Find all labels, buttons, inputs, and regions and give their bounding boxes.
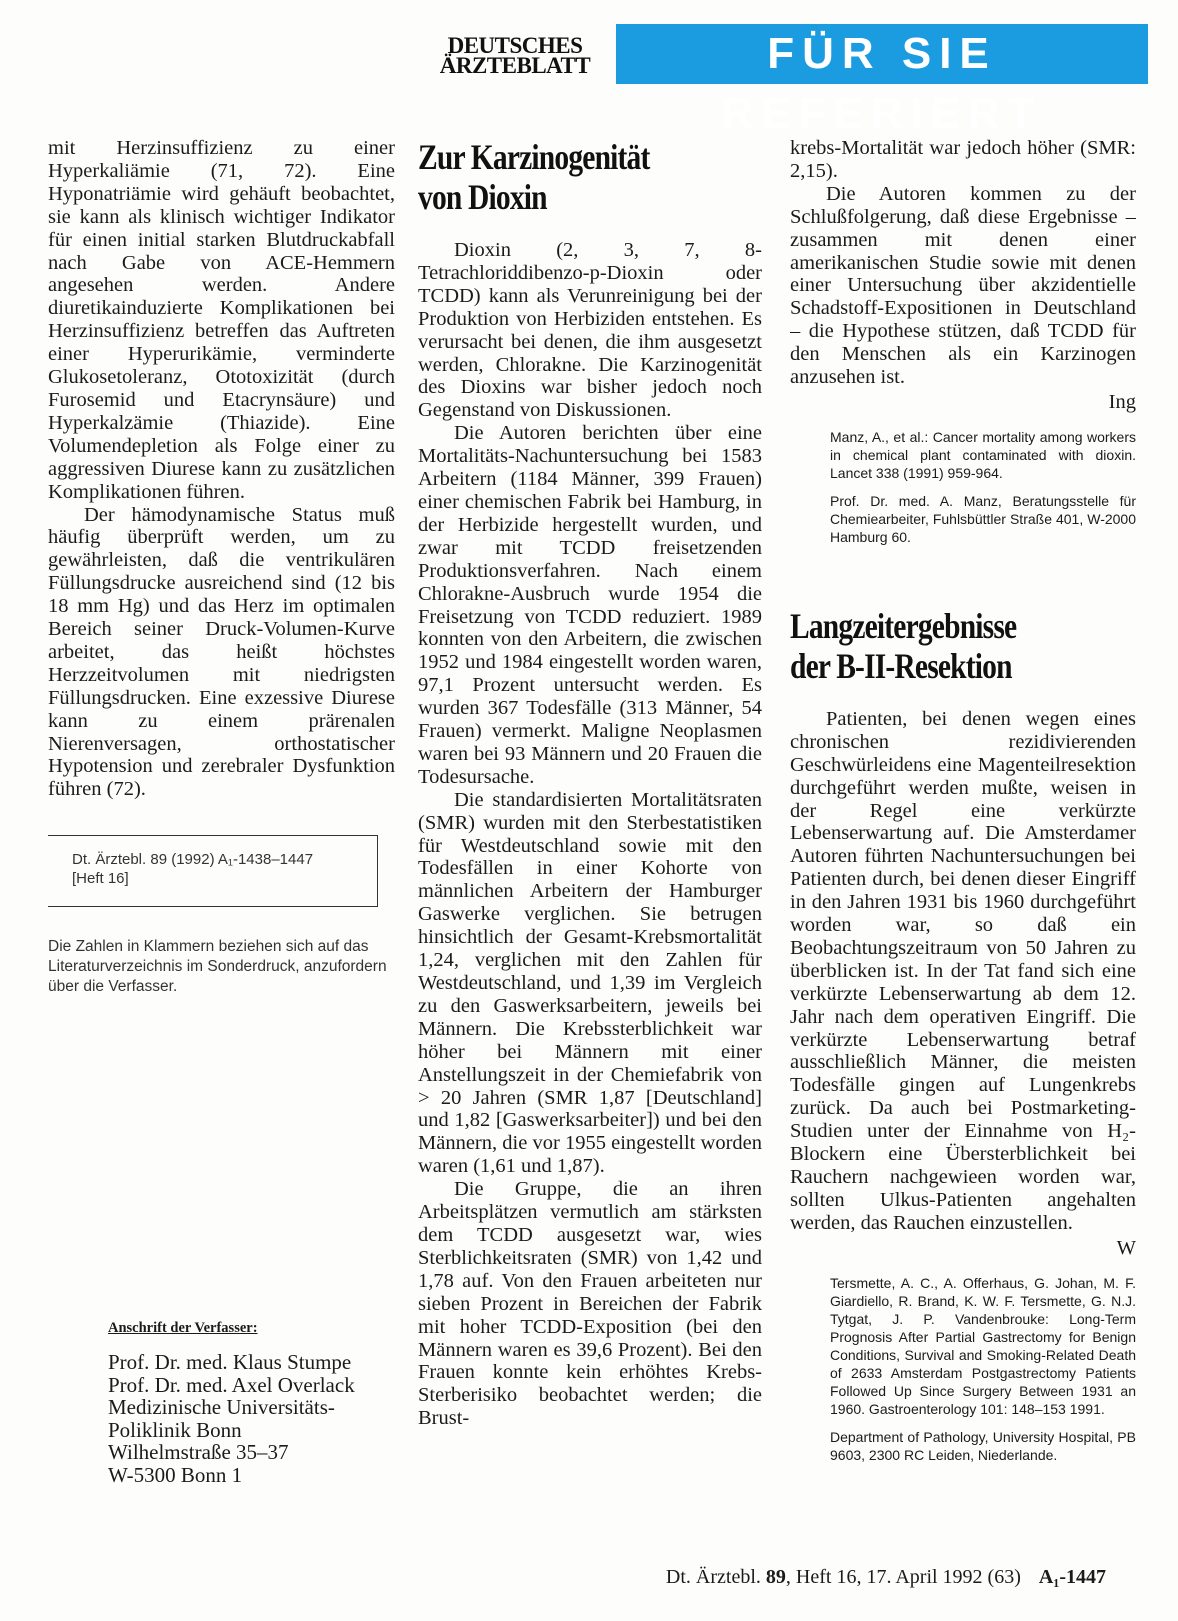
citation-box xyxy=(48,835,378,907)
title-line: von Dioxin xyxy=(418,177,547,217)
author-initials: Ing xyxy=(1108,390,1136,413)
body-paragraph: Die Gruppe, die an ihren Arbeitsplätzen vermutlich am stärksten dem TCDD ausgesetzt war, wies Sterblichkeitsraten (SMR) von 1,42 und 1,78 auf. Von den Frauen arbeiteten nur sieben Prozent in Bereichen der Fabrik mit hoher TCDD-Exposition (bei den Männern waren es 39,6 Prozent). Bei den Frauen konnte kein erhöhtes Krebs-Sterberisiko beobachtet werden; die Brust- xyxy=(418,1178,762,1430)
contact-address: Prof. Dr. med. A. Manz, Beratungsstelle für Chemiearbeiter, Fuhlsbüttler Straße 401, W-2000 Hamburg 60. xyxy=(830,492,1136,545)
author-initials: W xyxy=(1116,1236,1136,1259)
address-line: Prof. Dr. med. Klaus Stumpe xyxy=(108,1350,352,1374)
footer-volume: 89 xyxy=(765,1566,786,1588)
contact-address: Department of Pathology, University Hospital, PB 9603, 2300 RC Leiden, Niederlande. xyxy=(830,1428,1136,1463)
address-label: Anschrift der Verfasser: xyxy=(108,1320,258,1336)
column-3 xyxy=(790,137,1136,1551)
address-line: W-5300 Bonn 1 xyxy=(108,1462,243,1487)
article-title-resection xyxy=(790,606,1074,686)
body-paragraph: Der hämodynamische Status muß häufig überprüft werden, um zu gewährleisten, daß die ventrikulären Füllungsdrucke ausreichend sind (12 bis 18 mm Hg) und das Herz im optimalen Bereich seiner Druck-Volumen-Kurve arbeitet, das heißt höchstes Herzzeitvolumen mit niedrigsten Füllungsdrucken. Eine exzessive Diurese kann zu einem prärenalen Nierenversagen, orthostatischer Hypotension und zerebraler Dysfunktion führen (72). xyxy=(48,503,395,801)
title-line: der B-II-Resektion xyxy=(790,645,1012,686)
address-line: Wilhelmstraße 35–37 xyxy=(108,1440,289,1464)
column-2 xyxy=(418,137,762,1551)
body-paragraph: mit Herzinsuffizienz zu einer Hyperkaliämie (71, 72). Eine Hyponatriämie wird gehäuft beobachtet, sie kann als klinisch wichtiger Indikator für einen initial starken Blutdruckabfall nach Gabe von ACE-Hemmern angesehen werden. Andere diuretikainduzierte Komplikationen bei Herzinsuffizienz betreffen das Auftreten einer Hyperurikämie, verminderte Glukosetoleranz, Ototoxizität (durch Furosemid und Etacrynsäure) und Hyperkalzämie (Thiazide). Eine Volumendepletion als Folge einer zu aggressiven Diurese kann zu zusätzlichen Komplikationen führen. xyxy=(48,137,395,503)
body-paragraph: Die standardisierten Mortalitätsraten (SMR) wurden mit den Sterbestatistiken für Westdeutschland sowie mit den Todesfällen in einer Kohorte von männlichen Arbeitern der Hamburger Gaswerke verglichen. Sie betrugen hinsichtlich der Gesamt-Krebsmortalität 1,24, verglichen mit den Zahlen für Westdeutschland, und 1,39 im Vergleich zu den Gaswerksarbeitern, jeweils bei Männern. Die Krebssterblichkeit war höher bei Männern mit einer Anstellungszeit in der Chemiefabrik von > 20 Jahren (SMR 1,87 [Deutschland] und 1,82 [Gaswerksarbeiter]) und bei den Männern, die vor 1955 eingestellt worden waren (1,61 und 1,87). xyxy=(418,788,762,1178)
page-footer xyxy=(666,1566,1106,1589)
body-paragraph: Patienten, bei denen wegen eines chronischen rezidivierenden Geschwürleidens eine Magenteilresektion durchgeführt werden mußte, weisen in der Regel eine verkürzte Lebenserwartung auf. Die Amsterdamer Autoren führten Nachuntersuchungen bei Patienten durch, bei denen dieser Eingriff in den Jahren 1931 bis 1960 durchgeführt worden war, so daß ein Beobachtungszeitraum von 50 Jahren zu überblicken ist. In der Tat fand sich eine verkürzte Lebenserwartung ab dem 12. Jahr nach dem operativen Eingriff. Die verkürzte Lebenserwartung betraf ausschließlich Männer, die meisten Todesfälle gingen auf Lungenkrebs zurück. Da auch bei Postmarketing-Studien unter der Einnahme von H₂-Blockern eine Übersterblichkeit bei Rauchern nachgewieen worden war, sollten Ulkus-Patienten angehalten werden, das Rauchen einzustellen. xyxy=(790,707,1136,1234)
logo-line-1: DEUTSCHES xyxy=(447,33,583,58)
citation-line: [Heft 16] xyxy=(72,870,129,888)
footer-page-number: A₁-1447 xyxy=(1038,1566,1106,1588)
body-paragraph: Dioxin (2, 3, 7, 8-Tetrachloriddibenzo-p-Dioxin oder TCDD) kann als Verunreinigung bei der Produktion von Herbiziden entstehen. Es verursacht bei denen, die ihm ausgesetzt werden, Chlorakne. Die Karzinogenität des Dioxins war bisher jedoch noch Gegenstand von Diskussionen. xyxy=(418,239,762,422)
citation-line: Dt. Ärztebl. 89 (1992) A₁-1438–1447 xyxy=(72,851,314,869)
address-line: Medizinische Universitäts- xyxy=(108,1395,335,1419)
article-title-dioxin xyxy=(418,137,700,217)
masthead xyxy=(420,24,1148,138)
title-line: Zur Karzinogenität xyxy=(418,137,650,177)
footer-journal: Dt. Ärztebl. xyxy=(665,1566,761,1588)
address-line: Prof. Dr. med. Axel Overlack xyxy=(108,1372,355,1397)
author-address xyxy=(108,1320,408,1486)
section-banner: FÜR SIE REFERIERT xyxy=(616,24,1148,84)
body-paragraph: Die Autoren kommen zu der Schlußfolgerung, daß diese Ergebnisse – zusammen mit denen einer amerikanischen Studie sowie mit denen einer Untersuchung über akzidentielle Schadstoff-Expositionen in Deutschland – die Hypothese stützen, daß TCDD für den Menschen als ein Karzinogen anzusehen ist. xyxy=(790,182,1136,389)
literature-reference: Tersmette, A. C., A. Offerhaus, G. Johan, M. F. Giardiello, R. Brand, K. W. F. Tersmette, G. N.J. Tytgat, J. P. Vandenbrouke: Long-Term Prognosis After Partial Gastrectomy for Benign Conditions, Survival and Smoking-Related Death of 2633 Amsterdam Postgastrectomy Patients Followed Up Since Surgery Between 1931 an 1960. Gastroenterology 101: 148–153 1991. xyxy=(830,1274,1136,1417)
body-paragraph: krebs-Mortalität war jedoch höher (SMR: 2,15). xyxy=(790,137,1136,182)
logo-line-2: ÄRZTEBLATT xyxy=(439,53,591,78)
reference-note: Die Zahlen in Klammern beziehen sich auf das Literaturverzeichnis im Sonderdruck, anzufordern über die Verfasser. xyxy=(48,938,387,996)
address-line: Poliklinik Bonn xyxy=(108,1417,242,1442)
body-paragraph: Die Autoren berichten über eine Mortalitäts-Nachuntersuchung bei 1583 Arbeitern (1184 Männer, 399 Frauen) einer chemischen Fabrik bei Hamburg, in der Herbizide hergestellt wurden, und zwar mit TCDD freisetzenden Produktionsverfahren. Nach einem Chlorakne-Ausbruch wurde 1954 die Freisetzung von TCDD reduziert. 1989 konnten von den Arbeitern, die zwischen 1952 und 1984 eingestellt worden waren, 97,1 Prozent untersucht werden. Es wurden 367 Todesfälle (313 Männer, 54 Frauen) vermerkt. Maligne Neoplasmen waren bei 93 Männern und 20 Frauen die Todesursache. xyxy=(418,422,762,788)
literature-reference: Manz, A., et al.: Cancer mortality among workers in chemical plant contaminated with dioxin. Lancet 338 (1991) 959-964. xyxy=(830,428,1136,481)
journal-logo xyxy=(420,33,610,78)
title-line: Langzeitergebnisse xyxy=(790,605,1017,646)
footer-issue: , Heft 16, 17. April 1992 (63) xyxy=(785,1566,1021,1588)
